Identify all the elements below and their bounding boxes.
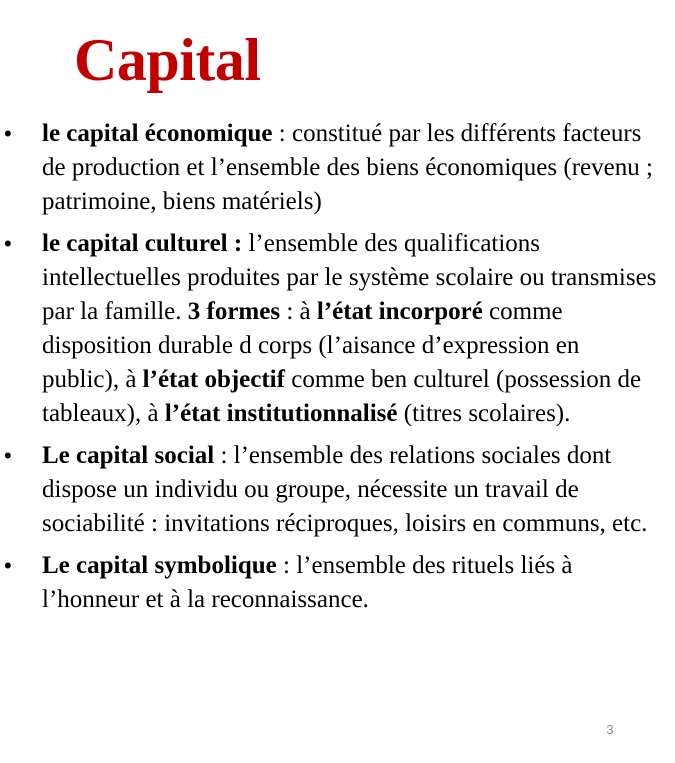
bullet-text: : l’ensemble des rituels liés à l’honneur et à la reconnaissance. [42, 552, 573, 613]
state-institutional: l’état institutionnalisé [164, 400, 398, 427]
bullet-list [0, 117, 675, 617]
bullet-term: Le capital symbolique [42, 552, 277, 579]
state-objective: l’état objectif [142, 366, 285, 393]
state-incorporated: l’état incorporé [316, 298, 483, 325]
bullet-text: : constitué par les différents facteurs de production et l’ensemble des biens économiques (revenu ; patrimoine, biens matériels) [42, 120, 653, 215]
slide-title: Capital [74, 27, 261, 93]
bullet-icon: • [4, 443, 12, 468]
bullet-text: comme ben culturel (possession de tableaux), à [42, 366, 642, 427]
bullet-item-symbolic-capital [0, 549, 675, 617]
bullet-text: : l’ensemble des relations sociales dont dispose un individu ou groupe, nécessite un travail de sociabilité : invitations réciproques, loisirs en communs, etc. [42, 442, 648, 537]
bullet-icon: • [4, 231, 12, 256]
bullet-item-cultural-capital [0, 227, 675, 431]
bullet-term: le capital économique [42, 120, 273, 147]
bullet-term: Le capital social [42, 442, 215, 469]
bullet-item-economic-capital [0, 117, 675, 219]
bullet-text: : à [280, 298, 317, 325]
bullet-text: (titres scolaires). [397, 400, 571, 427]
page-number: 3 [606, 722, 614, 737]
bullet-icon: • [4, 121, 12, 146]
bullet-text: l’ensemble des qualifications intellectuelles produites par le système scolaire ou transmises par la famille. [42, 230, 657, 325]
bullet-icon: • [4, 553, 12, 578]
forms-label: 3 formes [187, 298, 281, 325]
bullet-text: comme disposition durable d corps (l’aisance d’expression en public), à [42, 298, 580, 393]
bullet-item-social-capital [0, 439, 675, 541]
bullet-term: le capital culturel : [42, 230, 243, 257]
